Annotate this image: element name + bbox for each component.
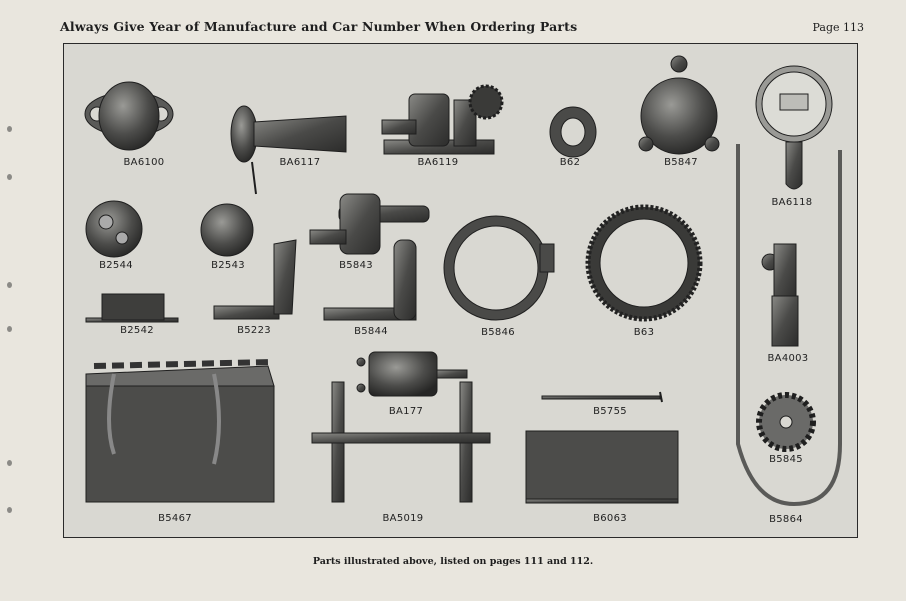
- parts-drawings: [64, 44, 859, 539]
- part-label: B5467: [158, 513, 192, 524]
- part-label: BA6118: [771, 197, 813, 208]
- part-b62-drawing: [550, 107, 596, 157]
- page-header-title: Always Give Year of Manufacture and Car Number When Ordering Parts: [60, 19, 578, 34]
- part-label: B5755: [593, 406, 627, 417]
- page-number: Page 113: [812, 21, 864, 34]
- part-label: B2543: [211, 260, 245, 271]
- part-b2544-drawing: [86, 201, 142, 257]
- part-label: B5864: [769, 514, 803, 525]
- part-ba6117-drawing: [231, 106, 346, 194]
- part-label: B62: [559, 157, 581, 168]
- part-b5467-drawing: [86, 362, 274, 502]
- binder-hole: [7, 282, 12, 288]
- part-label: B5843: [339, 260, 373, 271]
- part-label: B5223: [237, 325, 271, 336]
- part-b5846-drawing: [444, 216, 554, 320]
- part-label: B5844: [354, 326, 388, 337]
- parts-illustration-plate: [63, 43, 858, 538]
- binder-hole: [7, 507, 12, 513]
- part-ba6118-drawing: [756, 66, 832, 189]
- part-b5755-drawing: [542, 392, 662, 402]
- plate-caption: Parts illustrated above, listed on pages 111 and 112.: [312, 556, 594, 567]
- binder-hole: [7, 326, 12, 332]
- part-ba4003-drawing: [762, 244, 798, 346]
- part-b63-drawing: [588, 207, 700, 319]
- part-label: B5847: [664, 157, 698, 168]
- part-b6063-drawing: [526, 431, 678, 503]
- part-label: BA6117: [279, 157, 321, 168]
- part-ba6100-drawing: [85, 82, 173, 150]
- part-label: B2542: [120, 325, 154, 336]
- binder-hole: [7, 174, 12, 180]
- part-ba5019-drawing: [312, 382, 490, 502]
- part-label: B63: [633, 327, 655, 338]
- part-b2543-drawing: [201, 204, 253, 256]
- part-label: B5846: [481, 327, 515, 338]
- part-label: BA6119: [417, 157, 459, 168]
- part-b2542-drawing: [86, 294, 178, 322]
- part-label: BA4003: [767, 353, 809, 364]
- part-ba6119-drawing: [382, 86, 502, 154]
- part-label: BA6100: [123, 157, 165, 168]
- binder-hole: [7, 126, 12, 132]
- part-label: B6063: [593, 513, 627, 524]
- part-label: B2544: [99, 260, 133, 271]
- part-b5845-drawing: [759, 395, 813, 449]
- part-label: BA177: [388, 406, 424, 417]
- binder-hole: [7, 460, 12, 466]
- part-label: B5845: [769, 454, 803, 465]
- part-label: BA5019: [382, 513, 424, 524]
- part-ba177-drawing: [357, 352, 467, 396]
- part-b5847-drawing: [639, 56, 719, 154]
